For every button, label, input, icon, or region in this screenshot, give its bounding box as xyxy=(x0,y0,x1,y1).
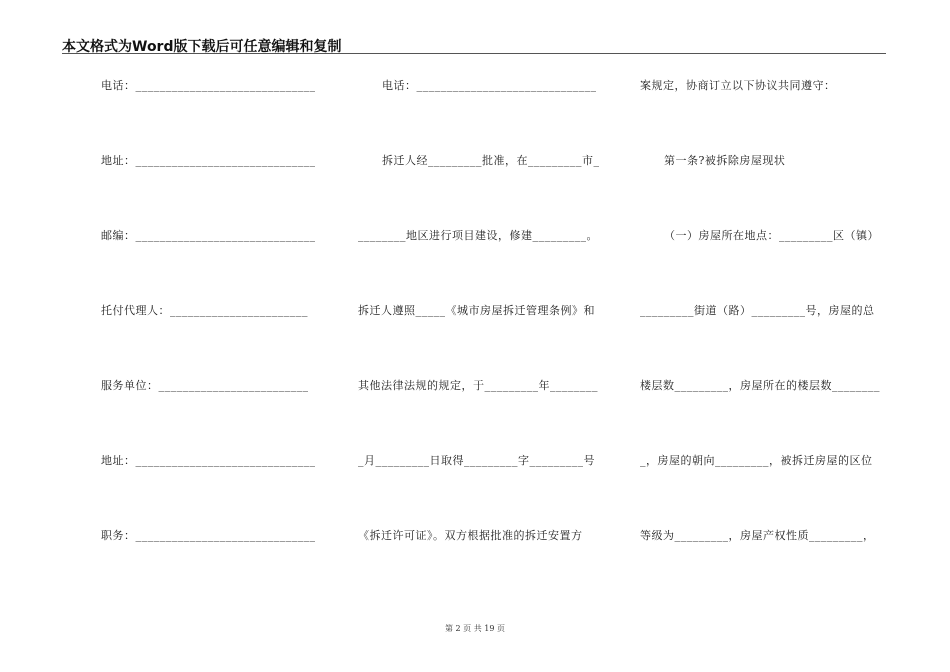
header-title: 本文格式为Word版下载后可任意编辑和复制 xyxy=(62,39,342,55)
col2-line-2: 拆迁人经_________批准，在_________市_ xyxy=(382,154,600,167)
col3-line-6: _，房屋的朝向_________，被拆迁房屋的区位 xyxy=(640,454,873,467)
col3-line-5: 楼层数_________，房屋所在的楼层数________ xyxy=(640,379,880,392)
page-number: 第 2 页 共 19 页 xyxy=(445,624,505,633)
col2-line-5: 其他法律法规的规定，于_________年________ xyxy=(358,379,598,392)
header-divider xyxy=(62,53,886,54)
col3-line-2: 第一条?被拆除房屋现状 xyxy=(664,154,786,167)
col1-line-agent: 托付代理人：_______________________ xyxy=(101,304,308,317)
col2-line-7: 《拆迁许可证》。双方根据批准的拆迁安置方 xyxy=(358,529,583,542)
col1-line-address2: 地址：______________________________ xyxy=(101,454,316,467)
col1-line-postcode: 邮编：______________________________ xyxy=(101,229,316,242)
col1-line-phone: 电话：______________________________ xyxy=(101,79,316,92)
col1-line-employer: 服务单位：_________________________ xyxy=(101,379,309,392)
col2-line-6: _月_________日取得_________字_________号 xyxy=(358,454,595,467)
col1-line-address: 地址：______________________________ xyxy=(101,154,316,167)
col2-line-4: 拆迁人遵照_____《城市房屋拆迁管理条例》和 xyxy=(358,304,595,317)
col3-line-7: 等级为_________，房屋产权性质_________， xyxy=(640,529,875,542)
col2-line-3: ________地区进行项目建设，修建_________。 xyxy=(358,229,598,242)
col1-line-position: 职务：______________________________ xyxy=(101,529,316,542)
col3-line-4: _________街道（路）_________号，房屋的总 xyxy=(640,304,875,317)
col3-line-3: （一）房屋所在地点：_________区（镇） xyxy=(664,229,879,242)
col3-line-1: 案规定，协商订立以下协议共同遵守： xyxy=(640,79,836,92)
col2-line-1: 电话：______________________________ xyxy=(382,79,597,92)
